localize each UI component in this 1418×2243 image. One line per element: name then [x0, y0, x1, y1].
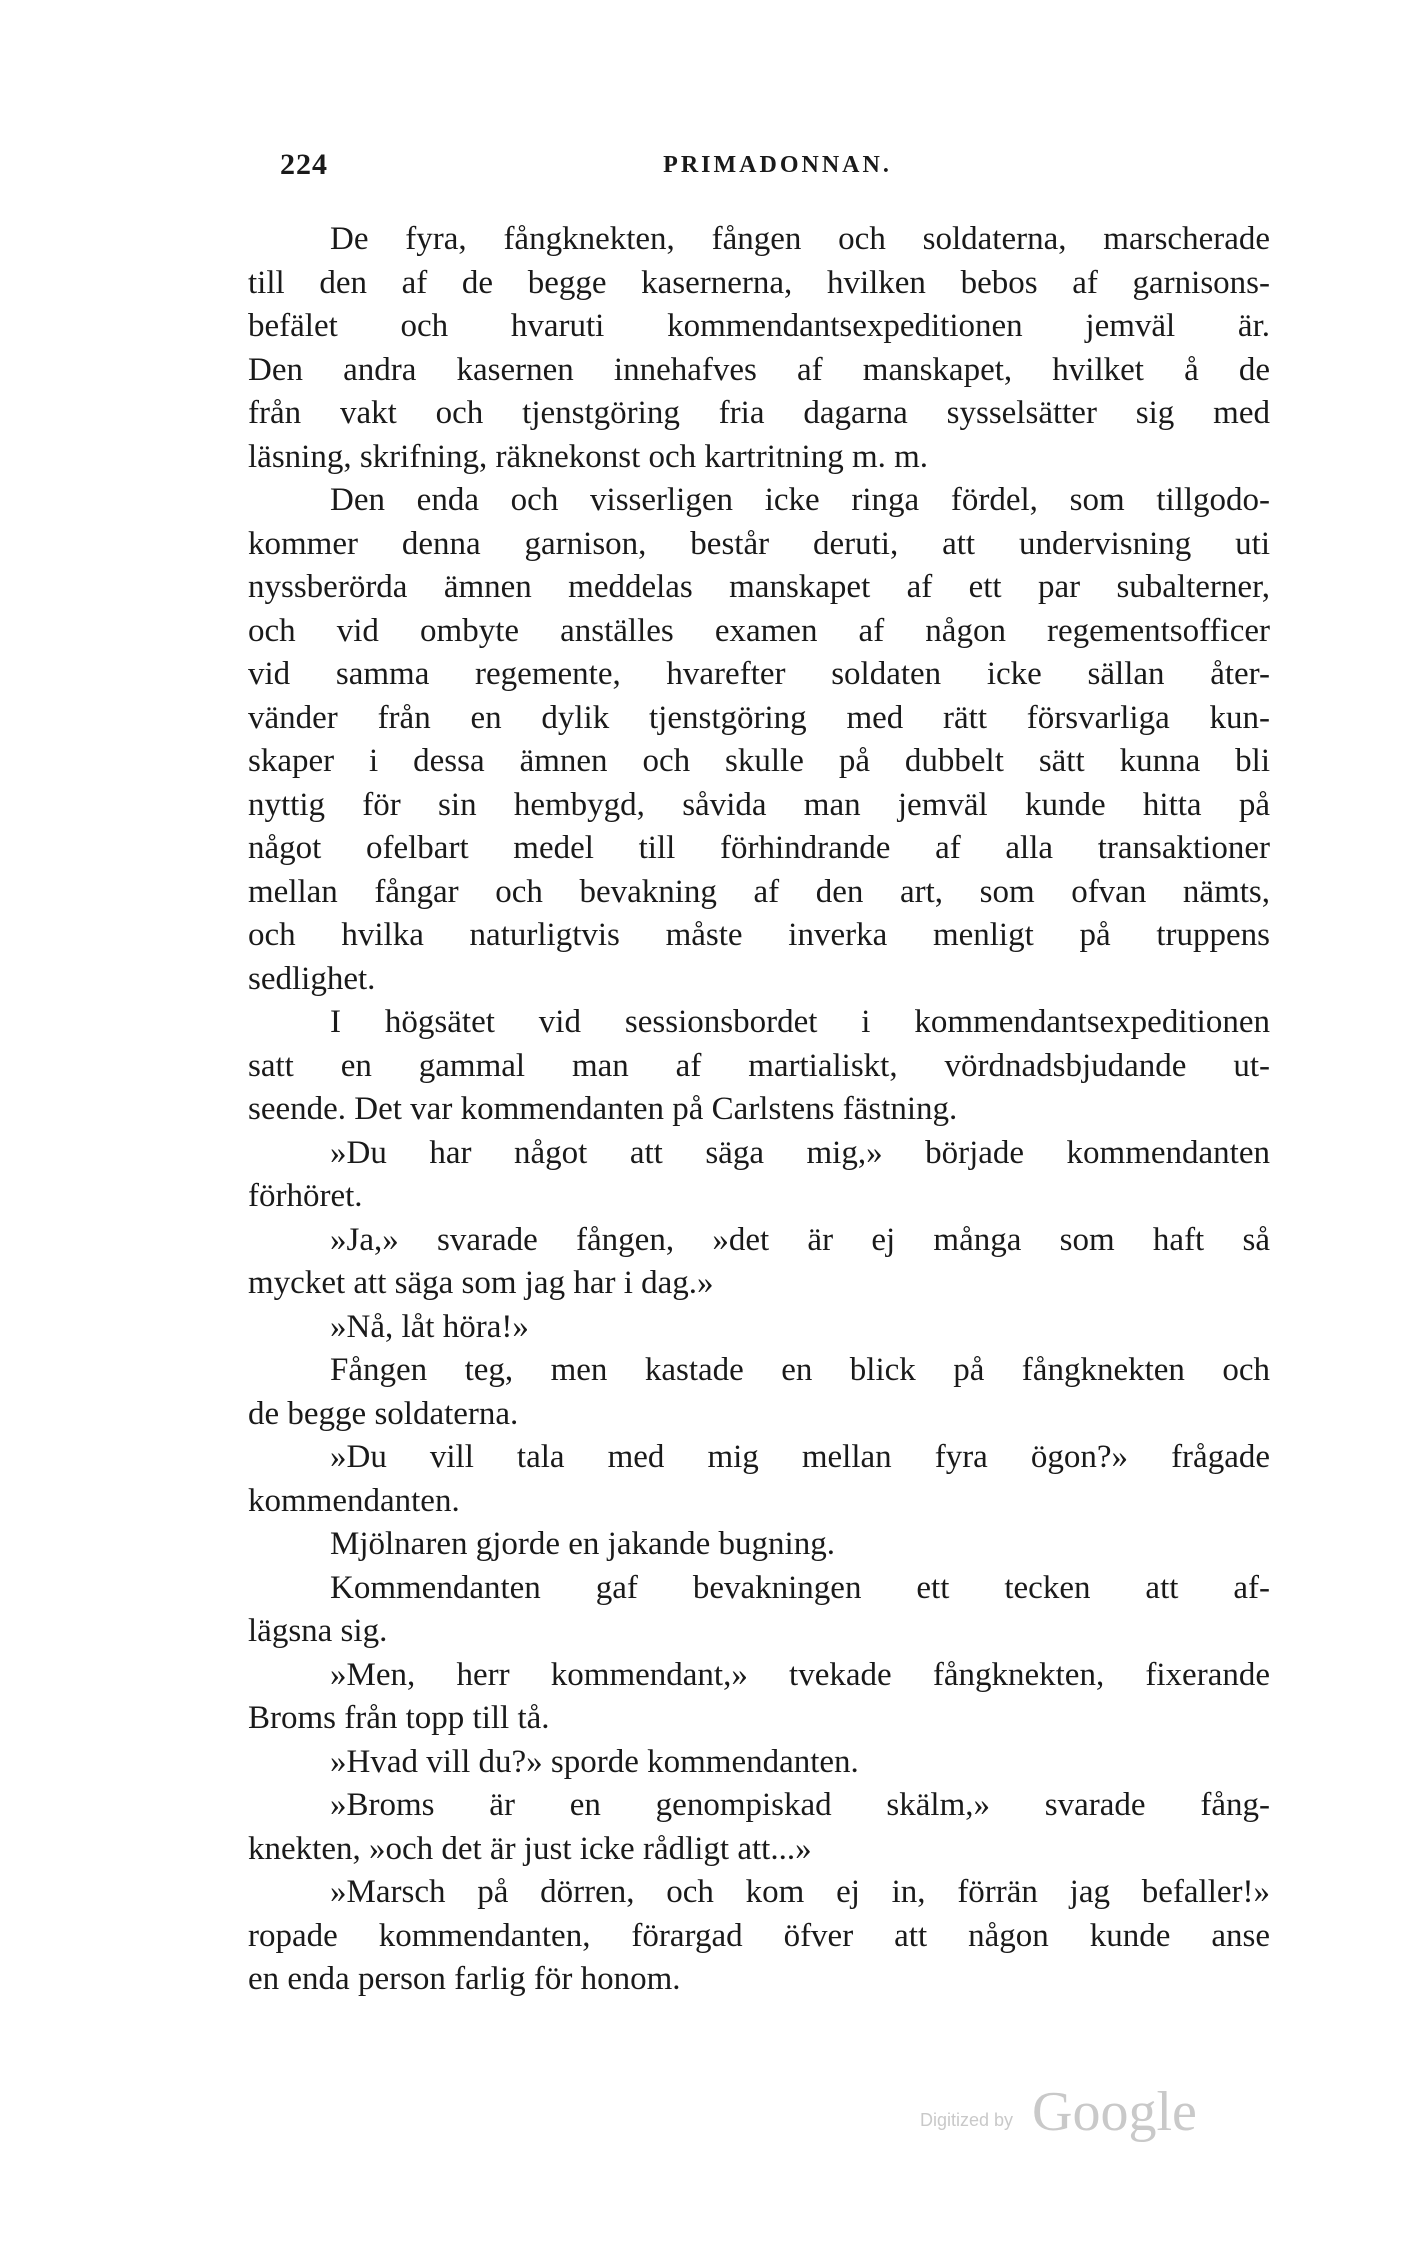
text-line: och hvilka naturligtvis måste inverka menligt på truppens — [248, 917, 1270, 953]
text-line: »Du vill tala med mig mellan fyra ögon?» frågade — [330, 1439, 1270, 1475]
text-line: Den andra kasernen innehafves af manskapet, hvilket å de — [248, 351, 1270, 388]
text-line: skaper i dessa ämnen och skulle på dubbelt sätt kunna bli — [248, 743, 1270, 779]
text-line: »Broms är en genompiskad skälm,» svarade fång- — [330, 1787, 1270, 1823]
text-line: »Men, herr kommendant,» tvekade fångknekten, fixerande — [330, 1656, 1270, 1693]
paragraph — [248, 479, 1270, 1001]
paragraph — [248, 1219, 1270, 1306]
paragraph — [248, 1567, 1270, 1654]
text-line: nyttig för sin hembygd, såvida man jemväl kunde hitta på — [248, 786, 1270, 823]
paragraph — [248, 1741, 1270, 1785]
page-number: 224 — [280, 148, 328, 181]
digitized-by-label: Digitized by — [920, 2110, 1014, 2130]
paragraph — [248, 218, 1270, 479]
text-line: »Hvad vill du?» sporde kommendanten. — [330, 1743, 859, 1780]
digitization-watermark — [920, 2080, 1240, 2143]
running-title: PRIMADONNAN. — [663, 152, 892, 178]
text-line: »Ja,» svarade fången, »det är ej många som haft så — [330, 1221, 1270, 1258]
paragraph — [248, 1523, 1270, 1567]
text-line: till den af de begge kasernerna, hvilken bebos af garnisons- — [248, 264, 1270, 301]
text-line: befälet och hvaruti kommendantsexpeditionen jemväl är. — [248, 308, 1270, 344]
text-line: satt en gammal man af martialiskt, vördnadsbjudande ut- — [248, 1047, 1270, 1084]
text-line: De fyra, fångknekten, fången och soldaterna, marscherade — [330, 221, 1270, 257]
text-line: läsning, skrifning, räknekonst och kartritning m. m. — [248, 438, 929, 475]
text-line: lägsna sig. — [248, 1613, 388, 1649]
text-line: nyssberörda ämnen meddelas manskapet af ett par subalterner, — [248, 569, 1270, 605]
text-line: Den enda och visserligen icke ringa fördel, som tillgodo- — [330, 482, 1270, 518]
paragraph — [248, 1349, 1270, 1436]
text-line: ropade kommendanten, förargad öfver att någon kunde anse — [248, 1917, 1270, 1954]
text-line: förhöret. — [248, 1178, 363, 1214]
text-line: de begge soldaterna. — [248, 1395, 519, 1432]
body-text — [248, 218, 1270, 2002]
text-line: vid samma regemente, hvarefter soldaten icke sällan åter- — [248, 656, 1270, 692]
paragraph — [248, 1871, 1270, 2002]
text-line: mycket att säga som jag har i dag.» — [248, 1265, 714, 1301]
paragraph — [248, 1306, 1270, 1350]
text-line: vänder från en dylik tjenstgöring med rätt försvarliga kun- — [248, 699, 1270, 736]
text-line: seende. Det var kommendanten på Carlstens fästning. — [248, 1091, 958, 1127]
paragraph — [248, 1654, 1270, 1741]
text-line: och vid ombyte anställes examen af någon regementsofficer — [248, 612, 1270, 649]
text-line: en enda person farlig för honom. — [248, 1961, 681, 1997]
text-line: från vakt och tjenstgöring fria dagarna sysselsätter sig med — [248, 395, 1270, 431]
text-line: kommer denna garnison, består deruti, att undervisning uti — [248, 525, 1270, 562]
text-line: »Du har något att säga mig,» började kommendanten — [330, 1134, 1270, 1171]
text-line: »Nå, låt höra!» — [330, 1308, 529, 1345]
text-line: Mjölnaren gjorde en jakande bugning. — [330, 1526, 835, 1562]
text-line: sedlighet. — [248, 960, 376, 997]
text-line: knekten, »och det är just icke rådligt att...» — [248, 1830, 812, 1867]
text-line: »Marsch på dörren, och kom ej in, förrän jag befaller!» — [330, 1874, 1270, 1910]
paragraph — [248, 1436, 1270, 1523]
page-header — [280, 148, 1275, 188]
paragraph — [248, 1001, 1270, 1132]
text-line: I högsätet vid sessionsbordet i kommendantsexpeditionen — [330, 1004, 1270, 1040]
text-line: mellan fångar och bevakning af den art, som ofvan nämts, — [248, 873, 1270, 910]
paragraph — [248, 1132, 1270, 1219]
google-logo: Google — [1032, 2081, 1197, 2143]
text-line: Broms från topp till tå. — [248, 1700, 550, 1736]
text-line: Fången teg, men kastade en blick på fångknekten och — [330, 1352, 1270, 1388]
paragraph — [248, 1784, 1270, 1871]
text-line: Kommendanten gaf bevakningen ett tecken att af- — [330, 1569, 1270, 1606]
text-line: kommendanten. — [248, 1482, 460, 1519]
text-line: något ofelbart medel till förhindrande af alla transaktioner — [248, 830, 1270, 866]
